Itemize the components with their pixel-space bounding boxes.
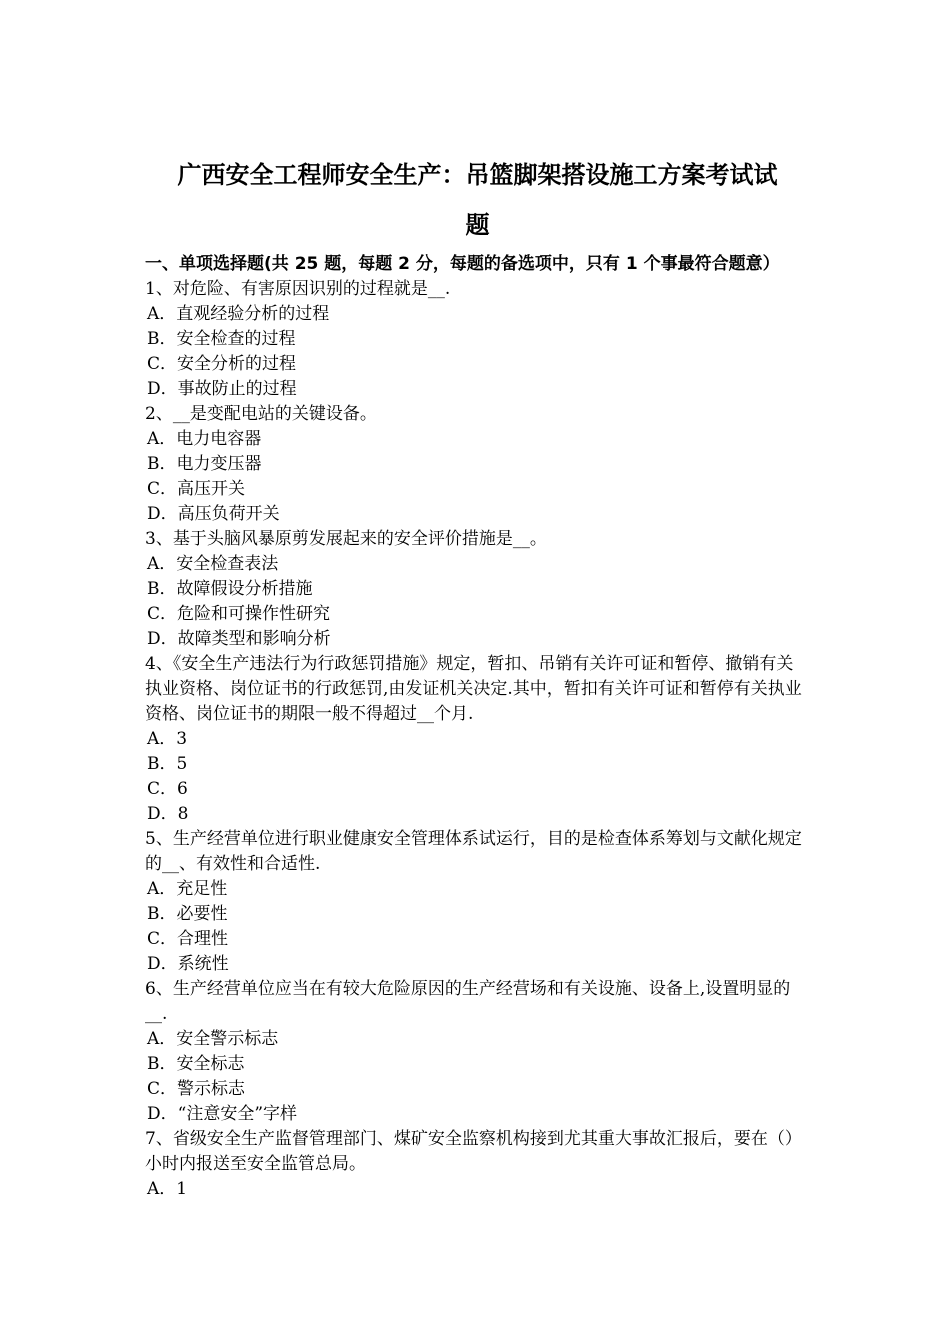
question-text: 1、对危险、有害原因识别的过程就是__.	[145, 279, 451, 299]
answer-option: D．8	[147, 804, 189, 824]
question-block	[145, 827, 810, 977]
question-text: 6、生产经营单位应当在有较大危险原因的生产经营场和有关设施、设备上,设置明显的__.	[145, 979, 791, 1024]
answer-option: A．安全警示标志	[147, 1029, 279, 1049]
answer-option: C．6	[147, 779, 188, 799]
answer-option: B．必要性	[147, 904, 228, 924]
answer-option: B．故障假设分析措施	[147, 579, 313, 599]
answer-option: A．直观经验分析的过程	[147, 304, 330, 324]
answer-option: C．高压开关	[147, 479, 246, 499]
section-heading: 一、单项选择题(共 25 题，每题 2 分，每题的备选项中，只有 1 个事最符合题意）	[145, 254, 780, 274]
answer-option: A．3	[147, 729, 188, 749]
answer-option: C．合理性	[147, 929, 229, 949]
question-text: 7、省级安全生产监督管理部门、煤矿安全监察机构接到尤其重大事故汇报后，要在（）小时内报送至安全监管总局。	[145, 1129, 802, 1174]
question-block	[145, 652, 810, 827]
answer-option: C．危险和可操作性研究	[147, 604, 331, 624]
answer-option: A．1	[147, 1179, 188, 1199]
answer-option: B．安全标志	[147, 1054, 245, 1074]
title-line-2: 题	[465, 211, 490, 239]
answer-option: A．电力电容器	[147, 429, 262, 449]
question-block	[145, 402, 810, 527]
answer-option: C．警示标志	[147, 1079, 246, 1099]
answer-option: C．安全分析的过程	[147, 354, 297, 374]
answer-option: A．安全检查表法	[147, 554, 279, 574]
question-block	[145, 527, 810, 652]
answer-option: A．充足性	[147, 879, 228, 899]
answer-option: D．“注意安全”字样	[147, 1104, 298, 1124]
answer-option: B．电力变压器	[147, 454, 262, 474]
answer-option: D．事故防止的过程	[147, 379, 297, 399]
answer-option: D．系统性	[147, 954, 229, 974]
question-block	[145, 1127, 810, 1202]
answer-option: B．5	[147, 754, 188, 774]
question-block	[145, 277, 810, 402]
question-list	[145, 277, 810, 1202]
question-text: 3、基于头脑风暴原剪发展起来的安全评价措施是__。	[145, 529, 547, 549]
answer-option: D．故障类型和影响分析	[147, 629, 331, 649]
question-block	[145, 977, 810, 1127]
answer-option: B．安全检查的过程	[147, 329, 296, 349]
document-page	[145, 150, 810, 1202]
question-text: 4、《安全生产违法行为行政惩罚措施》规定，暂扣、吊销有关许可证和暂停、撤销有关执业资格、岗位证书的行政惩罚,由发证机关决定.其中，暂扣有关许可证和暂停有关执业资格、岗位证书的期限一般不得超过__个月.	[145, 654, 802, 724]
question-text: 2、__是变配电站的关键设备。	[145, 404, 377, 424]
answer-option: D．高压负荷开关	[147, 504, 280, 524]
title-line-1: 广西安全工程师安全生产：吊篮脚架搭设施工方案考试试	[177, 161, 778, 189]
question-text: 5、生产经营单位进行职业健康安全管理体系试运行，目的是检查体系筹划与文献化规定的__、有效性和合适性.	[145, 829, 802, 874]
document-title	[145, 150, 810, 250]
